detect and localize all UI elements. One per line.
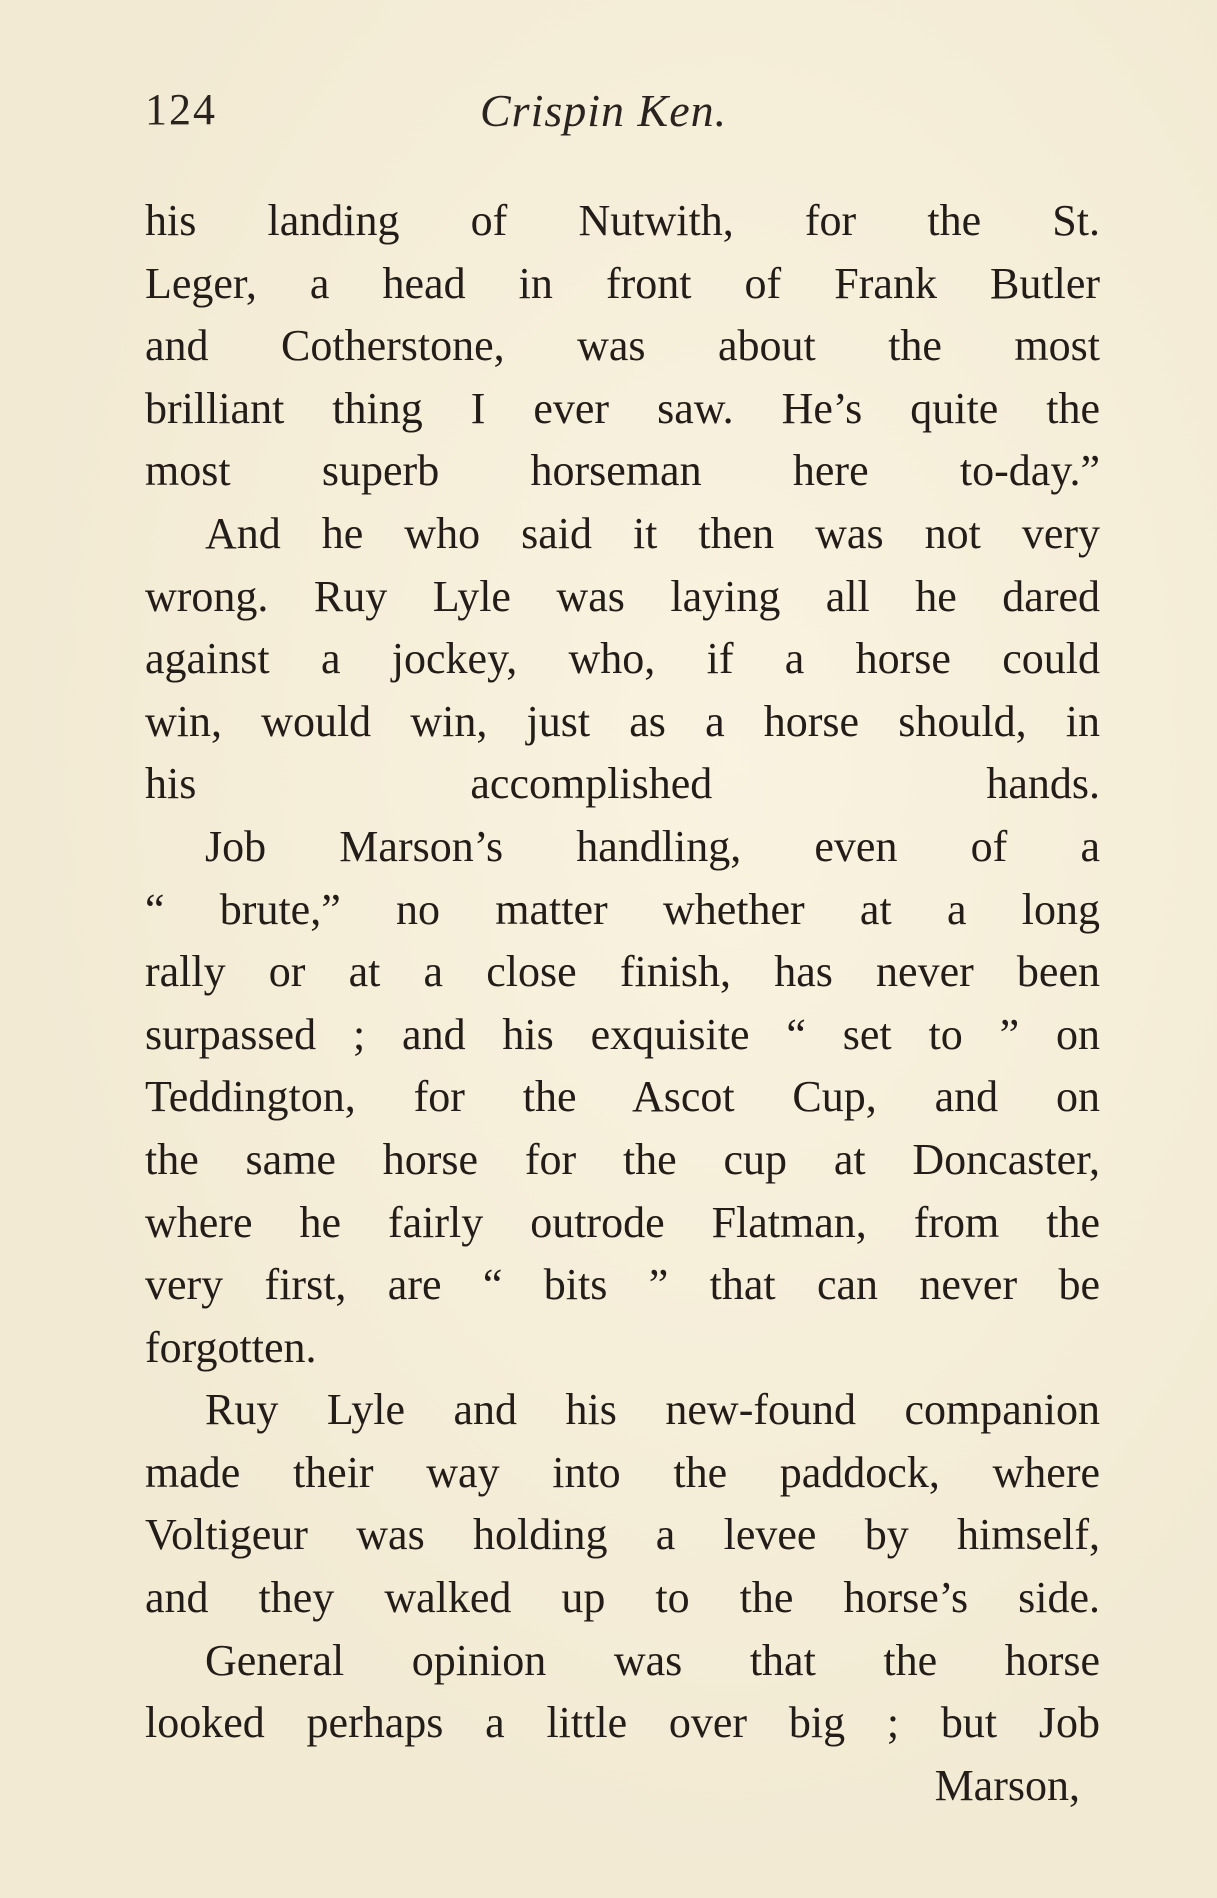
text-line: Job Marson’s handling, even of a [205, 821, 1100, 871]
text-line: his landing of Nutwith, for the St. [145, 196, 1100, 245]
paragraph [145, 1379, 1100, 1629]
text-line: And he who said it then was not very [205, 508, 1100, 558]
text-line: very first, are “ bits ” that can never be [145, 1260, 1100, 1310]
paragraph [145, 816, 1100, 1379]
text-line: most superb horseman here to-day.” [145, 446, 1100, 496]
text-line: looked perhaps a little over big ; but Job [145, 1698, 1100, 1748]
text-line: win, would win, just as a horse should, in [145, 696, 1100, 746]
text-line: where he fairly outrode Flatman, from the [145, 1197, 1100, 1247]
text-line: forgotten. [145, 1322, 317, 1372]
text-line: General opinion was that the horse [205, 1635, 1100, 1685]
paragraph [145, 1630, 1100, 1755]
running-title: Crispin Ken. [480, 85, 728, 136]
text-line: and they walked up to the horse’s side. [145, 1573, 1100, 1623]
paragraph [145, 503, 1100, 816]
paragraph [145, 190, 1100, 503]
text-line: “ brute,” no matter whether at a long [145, 884, 1100, 934]
text-line: his accomplished hands. [145, 759, 1100, 809]
text-line: wrong. Ruy Lyle was laying all he dared [145, 571, 1100, 621]
text-line: and Cotherstone, was about the most [145, 321, 1100, 371]
text-line: Teddington, for the Ascot Cup, and on [145, 1072, 1100, 1122]
text-line: the same horse for the cup at Doncaster, [145, 1134, 1100, 1184]
text-line: Voltigeur was holding a levee by himself, [145, 1510, 1100, 1560]
text-line: rally or at a close finish, has never been [145, 947, 1100, 997]
text-line: surpassed ; and his exquisite “ set to ” on [145, 1009, 1100, 1059]
catchword: Marson, [934, 1760, 1080, 1810]
body-text [145, 190, 1100, 1817]
running-head [145, 84, 1085, 144]
page-number: 124 [145, 85, 217, 134]
text-line: Ruy Lyle and his new-found companion [205, 1385, 1100, 1435]
text-line: Leger, a head in front of Frank Butler [145, 258, 1100, 308]
text-line: against a jockey, who, if a horse could [145, 634, 1100, 684]
text-line: made their way into the paddock, where [145, 1447, 1100, 1497]
text-line: brilliant thing I ever saw. He’s quite the [145, 383, 1100, 433]
